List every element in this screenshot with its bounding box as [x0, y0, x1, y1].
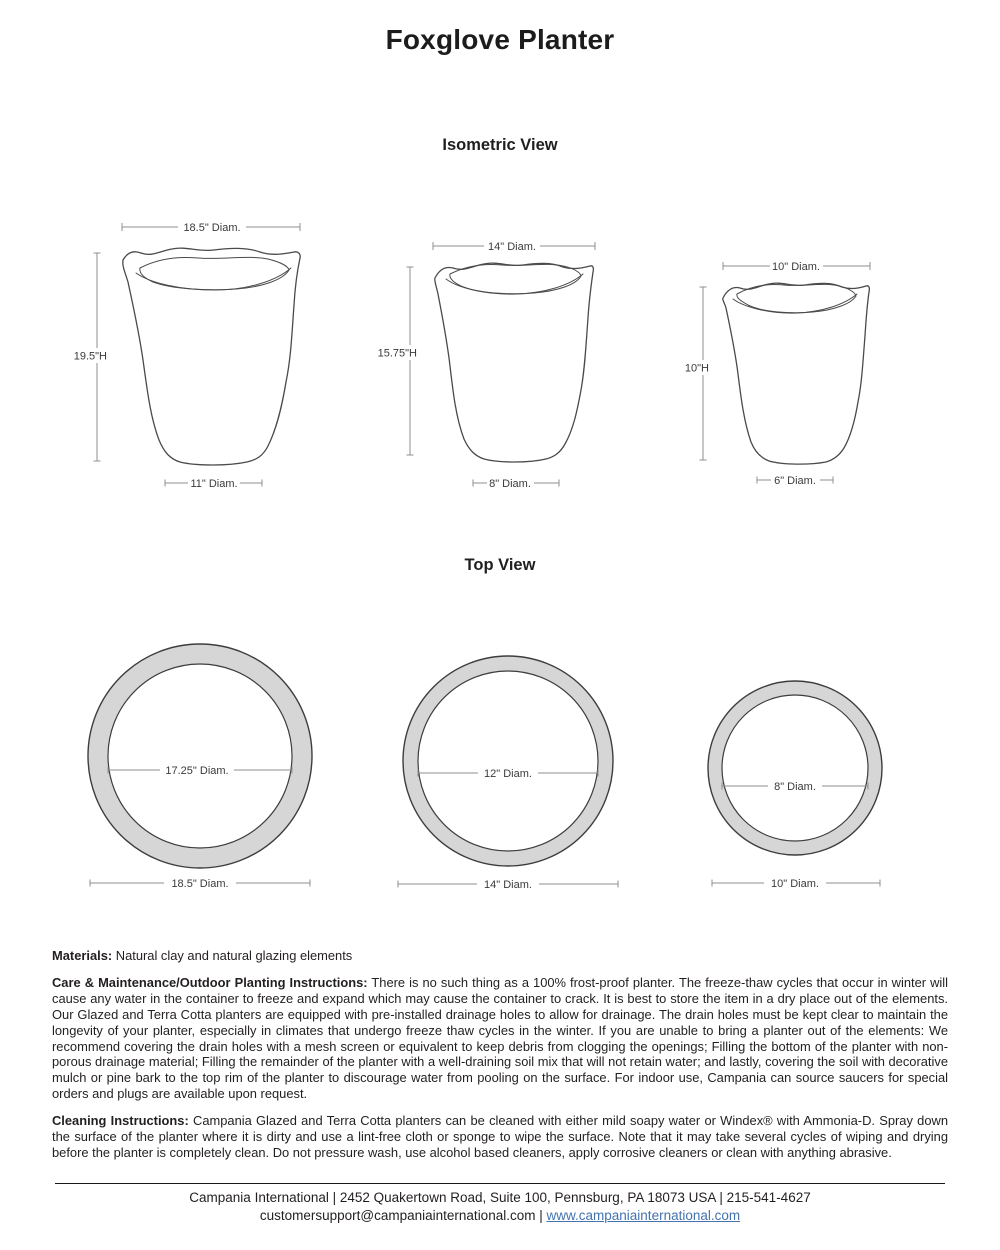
isometric-view-heading: Isometric View: [442, 136, 558, 154]
planter-large-height-label: 19.5"H: [73, 350, 107, 363]
isometric-drawings: [0, 210, 1000, 505]
planter-small-outline: [723, 283, 870, 464]
planter-medium-height-label: 15.75"H: [377, 347, 417, 360]
care-maintenance-label: Care & Maintenance/Outdoor Planting Instructions:: [52, 974, 368, 990]
care-maintenance-text: There is no such thing as a 100% frost-proof planter. The freeze-thaw cycles that occur in winter will cause any water in the container to freeze and expand which may cause the container to crack. It is best to store the item in a dry place out of the elements. Our Glazed and Terra Cotta planters are equipped with pre-installed drainage holes to allow for drainage. The drain holes must be kept clear to maintain the longevity of your planter, especially in climates that undergo freeze thaw cycles in the winter. If you are unable to bring a planter out of the elements: We recommend covering the drain holes with a mesh screen or equivalent to keep debris from clogging the openings; Filling the bottom of the planter with non-porous drainage material; Filling the remainder of the planter with a well-draining soil mix that will not retain water; and lastly, covering the soil with decorative mulch or pine bark to the top rim of the planter to discourage water from pooling on the surface. For indoor use, Campania can source saucers for special orders and plugs are available upon request.: [52, 974, 949, 1102]
planter-medium-figure: [368, 241, 595, 490]
planter-large-outline: [123, 248, 300, 465]
top-view-medium-opening: [418, 671, 598, 851]
cleaning-paragraph: [52, 1113, 948, 1161]
planter-large-figure: [62, 222, 300, 490]
planter-medium-height-dimension-line: [407, 267, 414, 455]
top-view-large-opening: [108, 664, 292, 848]
top-view-medium-outer-diameter-label: 14" Diam.: [484, 879, 532, 891]
top-view-small-figure: [708, 681, 882, 890]
top-view-small-opening-diameter-label: 8" Diam.: [774, 781, 816, 793]
planter-medium-top-diameter-label: 14" Diam.: [488, 241, 536, 253]
top-view-medium-opening-diameter-label: 12" Diam.: [484, 768, 532, 780]
top-view-heading: Top View: [464, 556, 536, 574]
planter-medium-outline: [435, 263, 594, 462]
materials-label: Materials:: [52, 948, 113, 963]
top-view-small-outer-diameter-label: 10" Diam.: [771, 878, 819, 890]
instructions-text-block: [52, 948, 948, 1161]
footer-website-link[interactable]: www.campaniainternational.com: [546, 1208, 741, 1223]
top-view-medium-figure: [398, 656, 618, 891]
planter-small-figure: [674, 261, 870, 487]
page-title: Foxglove Planter: [385, 24, 615, 55]
cleaning-label: Cleaning Instructions:: [52, 1113, 189, 1129]
care-maintenance-paragraph: [52, 975, 948, 1102]
footer-separator: |: [539, 1208, 543, 1223]
planter-small-top-diameter-label: 10" Diam.: [772, 261, 820, 273]
materials-text: Natural clay and natural glazing elements: [115, 948, 353, 963]
top-view-large-opening-diameter-label: 17.25" Diam.: [165, 765, 229, 777]
planter-large-bottom-diameter-label: 11" Diam.: [190, 478, 238, 490]
footer: [0, 1189, 1000, 1225]
footer-contact-line: [0, 1207, 1000, 1225]
cleaning-text: Campania Glazed and Terra Cotta planters can be cleaned with either mild soapy water or Windex® with Ammonia-D. Spray down the surface of the planter where it is dirty and use a lint-free cloth or sponge to wipe the surface. Note that it may take several cycles of wiping and drying before the planter is completely clean. Do not pressure wash, use alcohol based cleaners, apply corrosive cleaners or clean with anything abrasive.: [52, 1113, 948, 1160]
top-view-small-opening: [722, 695, 868, 841]
footer-divider: [55, 1183, 945, 1184]
footer-email: customersupport@campaniainternational.com: [259, 1208, 536, 1223]
footer-address-line: Campania International | 2452 Quakertown Road, Suite 100, Pennsburg, PA 18073 USA | 215-541-4627: [189, 1190, 811, 1205]
planter-large-top-diameter-label: 18.5" Diam.: [183, 222, 241, 234]
planter-medium-bottom-diameter-label: 8" Diam.: [489, 478, 531, 490]
top-view-large-outer-diameter-label: 18.5" Diam.: [171, 878, 229, 890]
planter-small-height-label: 10"H: [684, 362, 709, 375]
top-view-drawings: [0, 600, 1000, 940]
materials-paragraph: [52, 948, 948, 964]
planter-small-bottom-diameter-label: 6" Diam.: [774, 475, 816, 487]
top-view-large-figure: [88, 644, 312, 890]
